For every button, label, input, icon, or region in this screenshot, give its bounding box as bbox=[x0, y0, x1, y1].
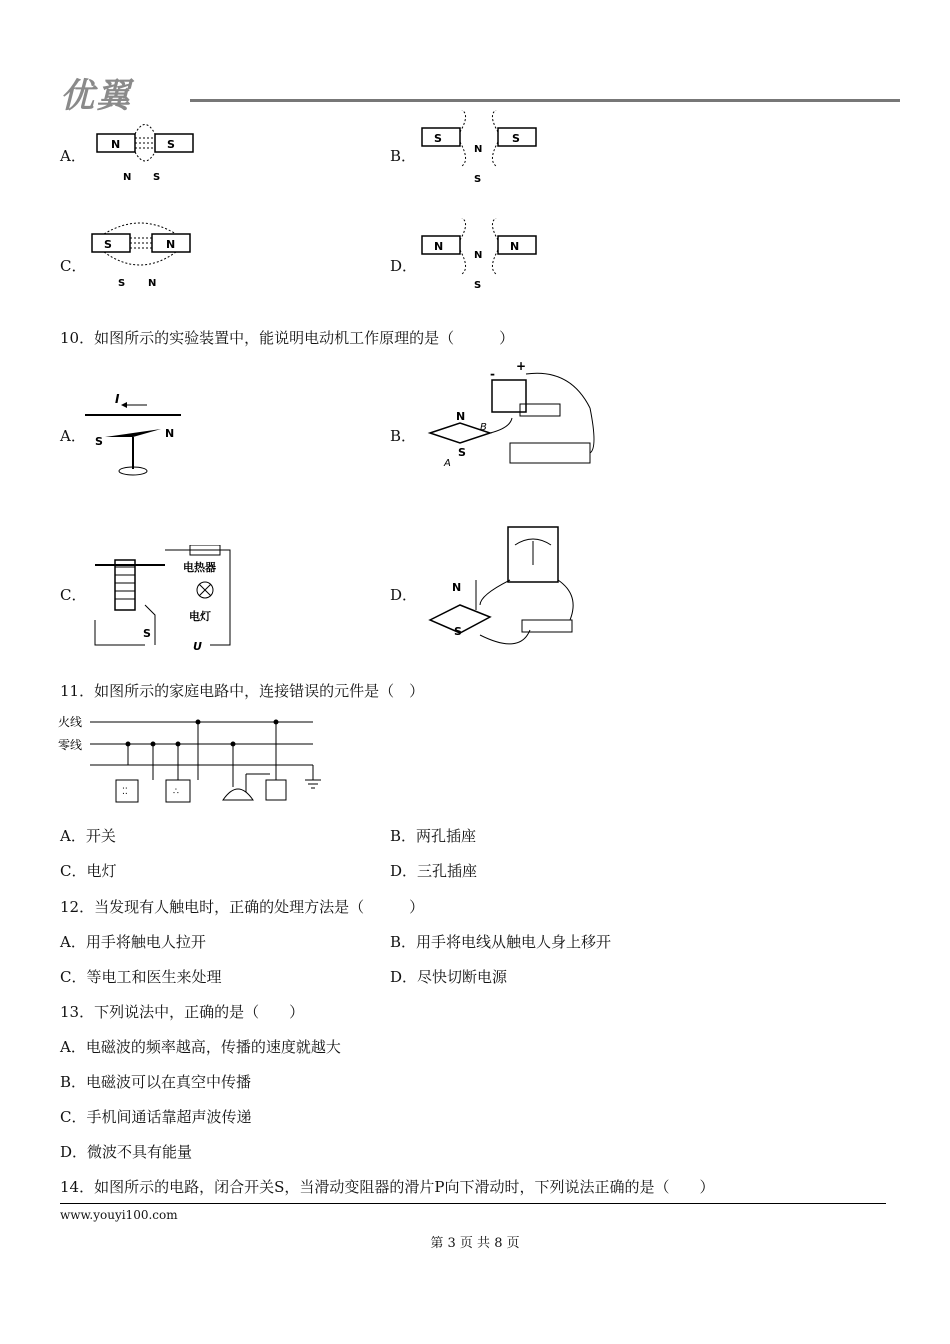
q12-option-a: A．用手将触电人拉开 bbox=[60, 933, 206, 951]
q13-question: 13．下列说法中，正确的是（ ） bbox=[60, 1003, 305, 1021]
svg-text:∴: ∴ bbox=[173, 787, 179, 797]
q9-option-b-label: B． bbox=[390, 147, 417, 165]
q10-figure-d bbox=[420, 525, 610, 660]
q10-question: 10．如图所示的实验装置中，能说明电动机工作原理的是（ ） bbox=[60, 329, 515, 347]
q12-option-c: C．等电工和医生来处理 bbox=[60, 968, 222, 986]
q10-option-c-label: C． bbox=[60, 586, 87, 604]
footer-divider bbox=[60, 1203, 886, 1204]
q9a-s-label: S bbox=[167, 138, 175, 151]
q9a-n-label: N bbox=[111, 138, 121, 151]
footer-page-number: 第 3 页 共 8 页 bbox=[430, 1236, 520, 1251]
q13-option-c: C．手机间通话靠超声波传递 bbox=[60, 1108, 252, 1126]
q12-option-b: B．用手将电线从触电人身上移开 bbox=[390, 933, 612, 951]
q11-option-d: D．三孔插座 bbox=[390, 862, 478, 880]
q9-option-d-label: D． bbox=[390, 257, 418, 275]
q10-figure-a bbox=[85, 385, 185, 480]
q11-circuit-figure bbox=[58, 712, 328, 807]
q10d-s-label: S bbox=[454, 625, 462, 638]
q10a-needle-s: S bbox=[95, 435, 103, 448]
header-divider bbox=[190, 99, 900, 102]
q14-question: 14．如图所示的电路，闭合开关S，当滑动变阻器的滑片P向下滑动时，下列说法正确的是（ ） bbox=[60, 1178, 715, 1196]
q10c-lamp-label: 电灯 bbox=[189, 610, 211, 623]
q9b-needle-n: N bbox=[474, 144, 483, 155]
q10-option-b-label: B． bbox=[390, 427, 417, 445]
q10-option-a-label: A． bbox=[60, 427, 86, 445]
q9a-needle-s: S bbox=[153, 172, 161, 183]
q13-option-a: A．电磁波的频率越高，传播的速度就越大 bbox=[60, 1038, 341, 1056]
header-logo: 优翼 bbox=[60, 76, 132, 116]
q11-question: 11．如图所示的家庭电路中，连接错误的元件是（ ） bbox=[60, 682, 425, 700]
q10c-heater-label: 电热器 bbox=[183, 561, 216, 574]
q9b-s-left: S bbox=[434, 132, 442, 145]
q11-option-b: B．两孔插座 bbox=[390, 827, 477, 845]
q10b-minus: - bbox=[490, 367, 495, 381]
q9b-s-right: S bbox=[512, 132, 520, 145]
q13-option-b: B．电磁波可以在真空中传播 bbox=[60, 1073, 252, 1091]
q11-fire-wire-label: 火线 bbox=[58, 715, 83, 729]
q10a-needle-n: N bbox=[165, 427, 175, 440]
q10d-n-label: N bbox=[452, 581, 462, 594]
q10-figure-b bbox=[420, 358, 610, 478]
q9c-n-label: N bbox=[166, 238, 176, 251]
q9-figure-b bbox=[420, 110, 550, 185]
q11-neutral-wire-label: 零线 bbox=[58, 738, 83, 752]
q9d-n-right: N bbox=[510, 240, 520, 253]
q12-option-d: D．尽快切断电源 bbox=[390, 968, 508, 986]
q10b-plus: + bbox=[516, 359, 527, 373]
q9c-needle-n: N bbox=[148, 278, 157, 289]
q9-figure-d bbox=[420, 218, 550, 293]
q10c-voltage-label: U bbox=[193, 640, 202, 653]
q9d-needle-s: S bbox=[474, 280, 482, 291]
q10c-switch-label: S bbox=[143, 627, 151, 640]
q10b-a-label: A bbox=[444, 458, 451, 469]
q10a-current-label: I bbox=[115, 392, 120, 406]
footer-url: www.youyi100.com bbox=[60, 1208, 178, 1222]
q13-option-d: D．微波不具有能量 bbox=[60, 1143, 193, 1161]
q10-figure-c bbox=[85, 545, 235, 655]
q10-option-d-label: D． bbox=[390, 586, 418, 604]
svg-text:⁚⁚: ⁚⁚ bbox=[122, 787, 128, 797]
q10b-b-label: B bbox=[480, 422, 487, 433]
q10b-n-label: N bbox=[456, 410, 466, 423]
q9b-needle-s: S bbox=[474, 174, 482, 185]
q9a-needle-n: N bbox=[123, 172, 132, 183]
q9-option-c-label: C． bbox=[60, 257, 87, 275]
q9-figure-c bbox=[90, 218, 220, 293]
q9d-n-left: N bbox=[434, 240, 444, 253]
q9d-needle-n: N bbox=[474, 250, 483, 261]
q12-question: 12．当发现有人触电时，正确的处理方法是（ ） bbox=[60, 898, 425, 916]
q11-option-a: A．开关 bbox=[60, 827, 116, 845]
q11-option-c: C．电灯 bbox=[60, 862, 117, 880]
q10b-s-label: S bbox=[458, 446, 466, 459]
q9-figure-a bbox=[95, 110, 225, 185]
q9c-s-label: S bbox=[104, 238, 112, 251]
q9-option-a-label: A． bbox=[60, 147, 86, 165]
q9c-needle-s: S bbox=[118, 278, 126, 289]
